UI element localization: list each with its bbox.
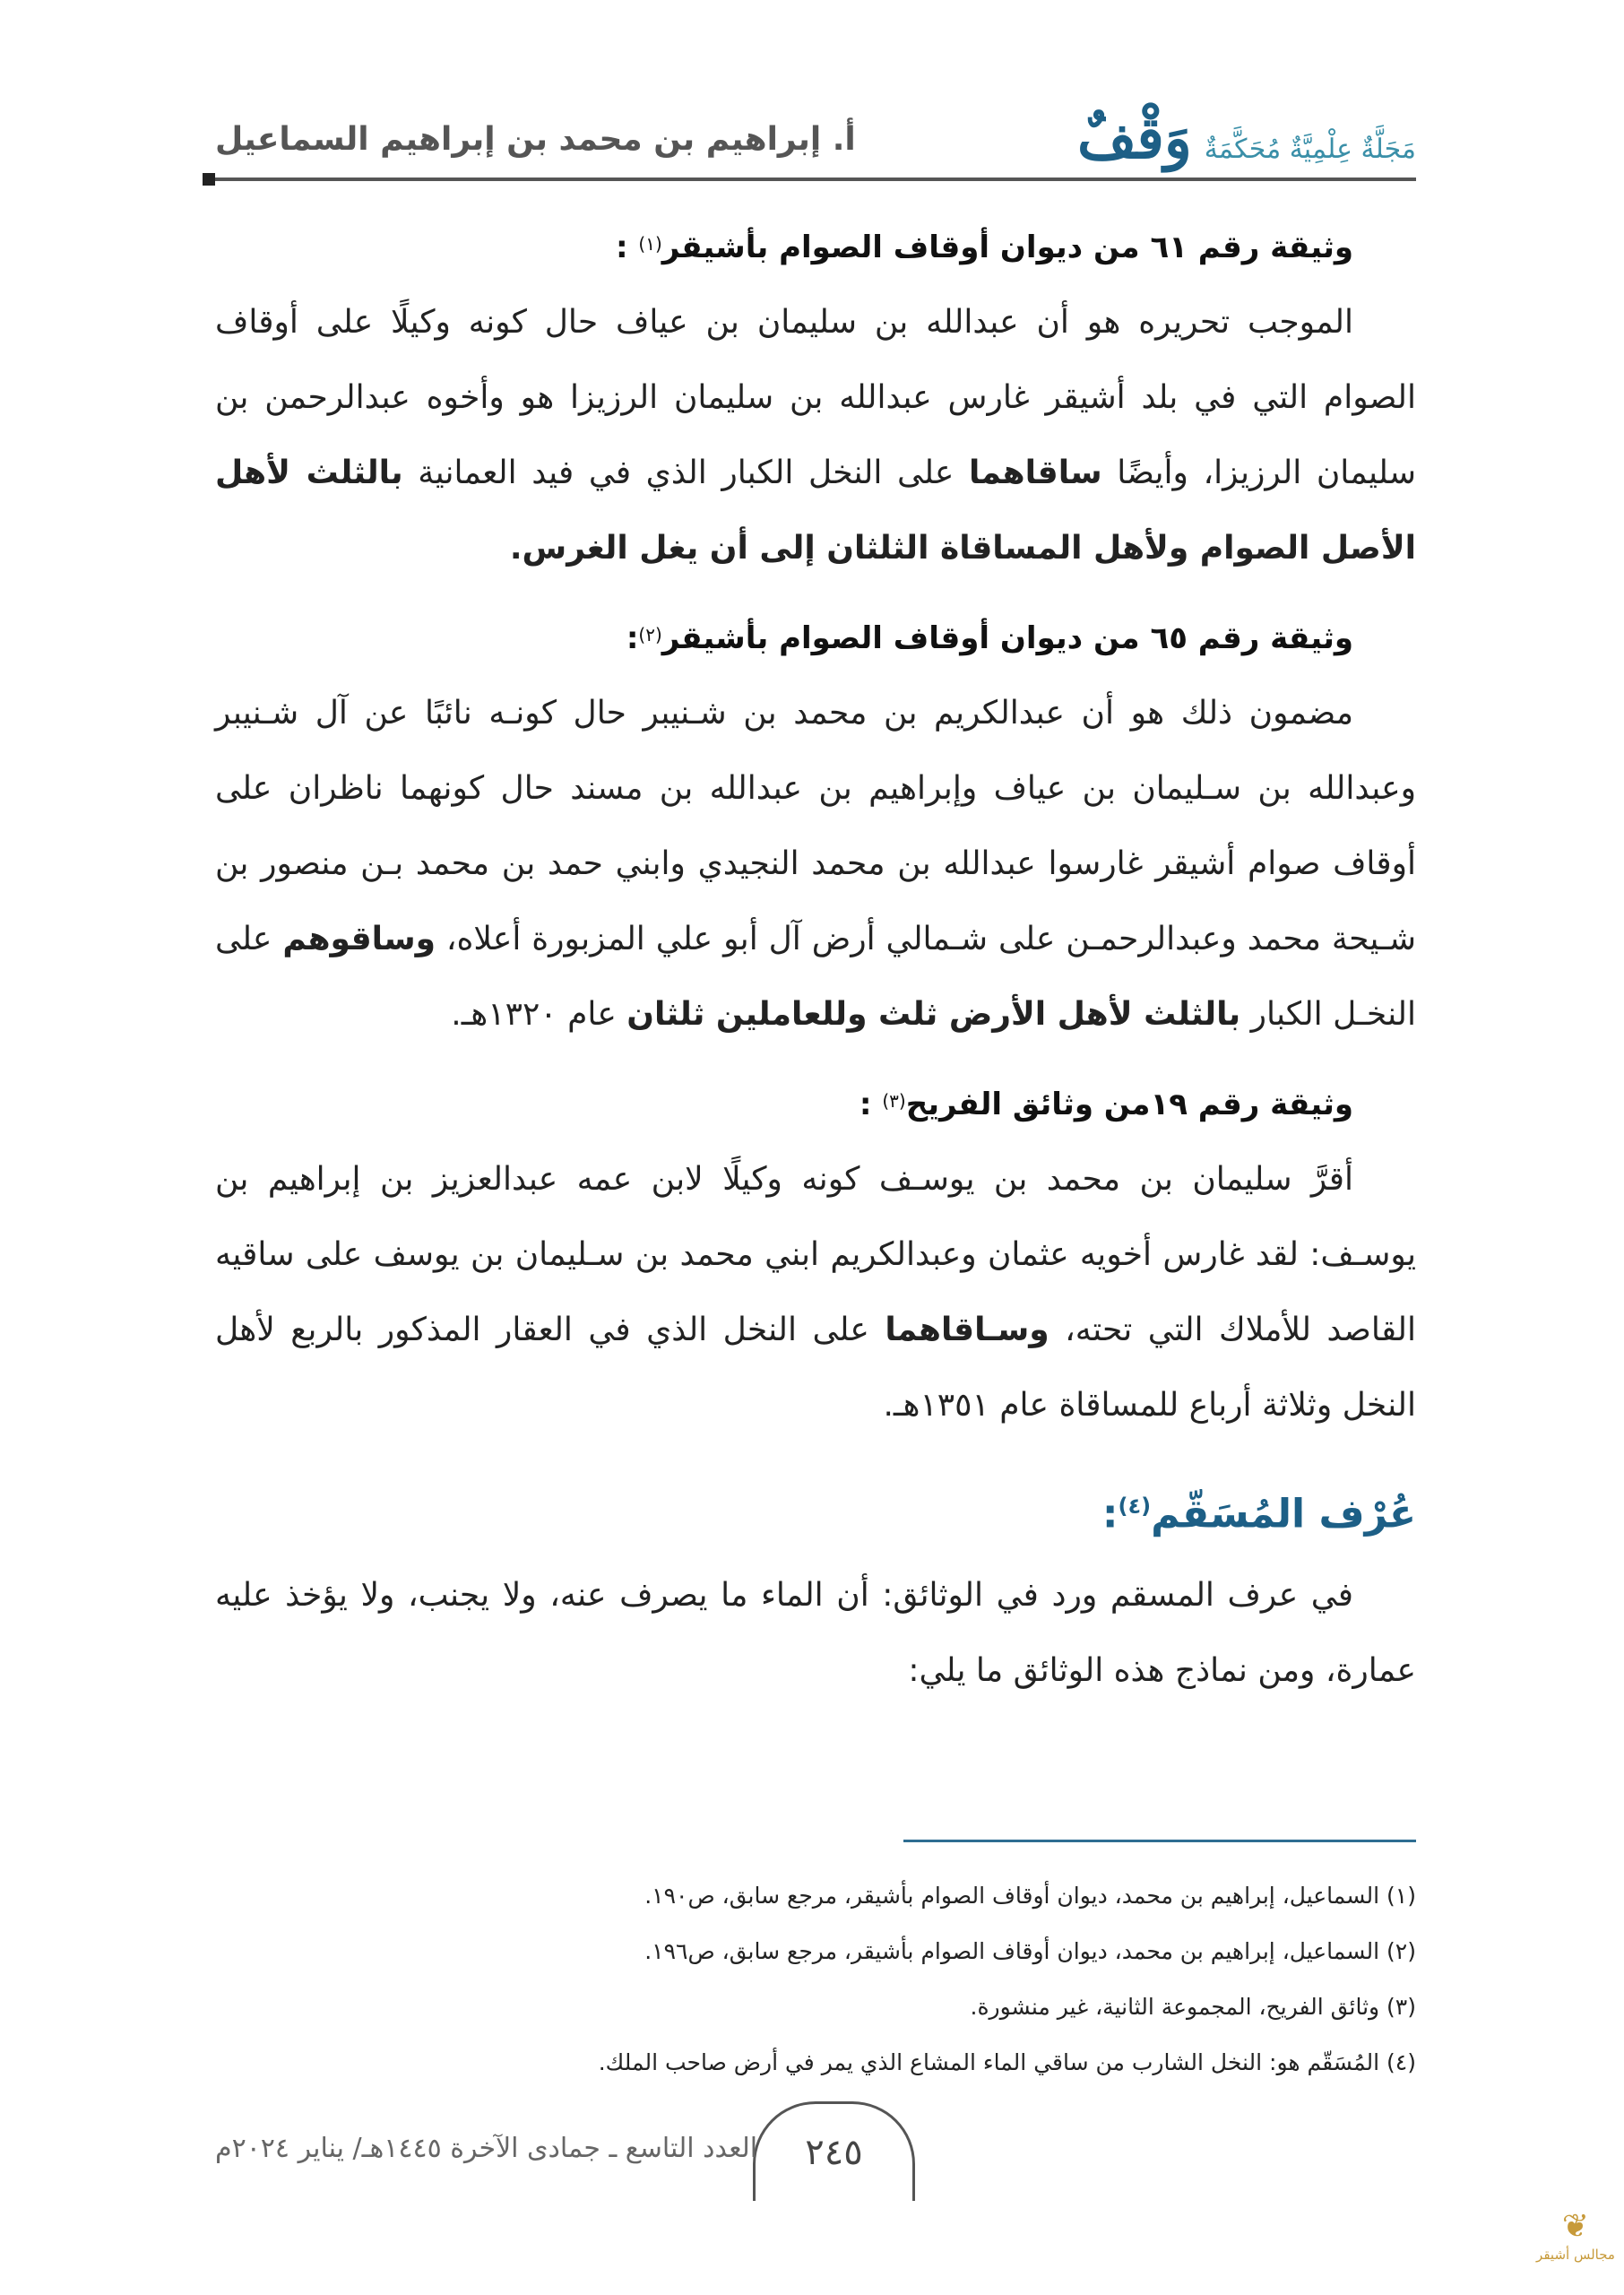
section-title-text: عُرْف المُسَقّم (1151, 1491, 1416, 1537)
header-square-mark (203, 173, 215, 186)
ornament-icon: ❦ (1561, 2208, 1590, 2245)
logo-subtitle: مَجَلَّةٌ عِلْمِيَّةٌ مُحَكَّمَةٌ (1204, 134, 1416, 165)
footnote-divider (903, 1840, 1416, 1842)
doc1-text-1: الموجب تحريره هو أن عبدالله بن سليمان بن عياف حال كونه وكيلًا على أوقاف الصوام التي في بلد أشيقر غارس عبدالله بن سليمان الرزيزا هو وأخوه عبدالرحمن بن سليمان الرزيزا، وأيضًا (215, 304, 1416, 491)
section-title-tail: : (1101, 1491, 1119, 1537)
doc2-text-2: على النخـل الكبار (215, 921, 1416, 1033)
doc3-heading-text: وثيقة رقم ١٩من وثائق الفريح (905, 1087, 1353, 1122)
doc2-heading (215, 606, 1353, 671)
doc2-text-1: مضمون ذلك هو أن عبدالكريم بن محمد بن شـنيبر حال كونـه نائبًا عن آل شـنيبر وعبدالله بن سـليمان بن عياف وإبراهيم بن عبدالله بن مسند حال كونهما ناظران على أوقاف صوام أشيقر غارسوا عبدالله بن محمد النجيدي وابني حمد بن محمد بـن منصور بن شـيحة محمد وعبدالرحمـن على شـمالي أرض آل أبو علي المزبورة أعلاه، (215, 695, 1416, 957)
doc1-text-2: على النخل الكبار الذي في فيد العمانية (402, 455, 970, 491)
doc1-paragraph (215, 285, 1416, 586)
doc1-heading-text: وثيقة رقم ٦١ من ديوان أوقاف الصوام بأشيقر (661, 230, 1353, 265)
header-author: أ. إبراهيم بن محمد بن إبراهيم السماعيل (215, 121, 856, 158)
footnote-4: (٤) المُسَقّم هو: النخل الشارب من ساقي الماء المشاع الذي يمر في أرض صاحب الملك. (598, 2049, 1416, 2075)
doc1-bold-1: ساقاهما (969, 455, 1102, 491)
footnote-ref-1[interactable]: (١) (638, 233, 662, 255)
journal-logo (1076, 105, 1416, 172)
header-divider (215, 178, 1416, 181)
section-text: في عرف المسقم ورد في الوثائق: أن الماء ما يصرف عنه، ولا يجنب، ولا يؤخذ عليه عمارة، ومن نماذج هذه الوثائق ما يلي: (215, 1576, 1416, 1689)
footnote-1: (١) السماعيل، إبراهيم بن محمد، ديوان أوقاف الصوام بأشيقر، مرجع سابق، ص١٩٠. (644, 1883, 1416, 1909)
logo-mark: وَقْفٌ (1076, 105, 1192, 172)
issue-info: العدد التاسع ـ جمادى الآخرة ١٤٤٥هـ/ يناير ٢٠٢٤م (215, 2133, 758, 2164)
footnote-ref-4[interactable]: (٤) (1118, 1494, 1152, 1519)
page-number: ٢٤٥ (753, 2101, 915, 2201)
doc3-text-2: على النخل الذي في العقار المذكور بالربع لأهل النخل وثلاثة أرباع للمساقاة عام ١٣٥١هـ. (215, 1312, 1416, 1424)
doc2-paragraph (215, 676, 1416, 1052)
section-title (215, 1463, 1416, 1558)
page-body (215, 215, 1416, 1728)
doc2-heading-text: وثيقة رقم ٦٥ من ديوان أوقاف الصوام بأشيقر (661, 620, 1353, 656)
doc3-text-1: أقرَّ سليمان بن محمد بن يوسـف كونه وكيلًا لابن عمه عبدالعزيز بن إبراهيم بن يوسـف: لقد غارس أخويه عثمان وعبدالكريم ابني محمد بن سـليمان بن يوسف على ساقيه القاصد للأملاك التي تحته، (215, 1161, 1417, 1348)
footnote-3: (٣) وثائق الفريح، المجموعة الثانية، غير منشورة. (970, 1994, 1416, 2020)
footnote-ref-2[interactable]: (٢) (638, 624, 662, 645)
doc2-heading-tail: : (626, 620, 639, 656)
footnote-ref-3[interactable]: (٣) (882, 1090, 906, 1112)
doc1-heading (215, 215, 1353, 280)
page-header (215, 85, 1416, 184)
doc2-text-3: عام ١٣٢٠هـ. (451, 996, 627, 1033)
page-footer (215, 2101, 1416, 2209)
footnotes (215, 1868, 1416, 2091)
doc1-bold-2: بالثلث لأهل الأصل الصوام ولأهل المساقاة الثلثان إلى أن يغل الغرس. (215, 455, 1416, 567)
watermark-text: مجالس أشيقر (1536, 2247, 1615, 2263)
section-paragraph (215, 1558, 1416, 1709)
doc3-heading-tail: : (859, 1087, 883, 1122)
doc2-bold-2: بالثلث لأهل الأرض ثلث وللعاملين ثلثان (626, 996, 1241, 1033)
doc1-heading-tail: : (615, 230, 639, 265)
doc3-heading (215, 1072, 1353, 1137)
doc3-bold-1: وسـاقاهما (885, 1312, 1050, 1348)
footnote-2: (٢) السماعيل، إبراهيم بن محمد، ديوان أوقاف الصوام بأشيقر، مرجع سابق، ص١٩٦. (644, 1938, 1416, 1964)
watermark (1531, 2207, 1620, 2288)
doc3-paragraph (215, 1142, 1416, 1443)
doc2-bold-1: وساقوهم (282, 921, 436, 957)
